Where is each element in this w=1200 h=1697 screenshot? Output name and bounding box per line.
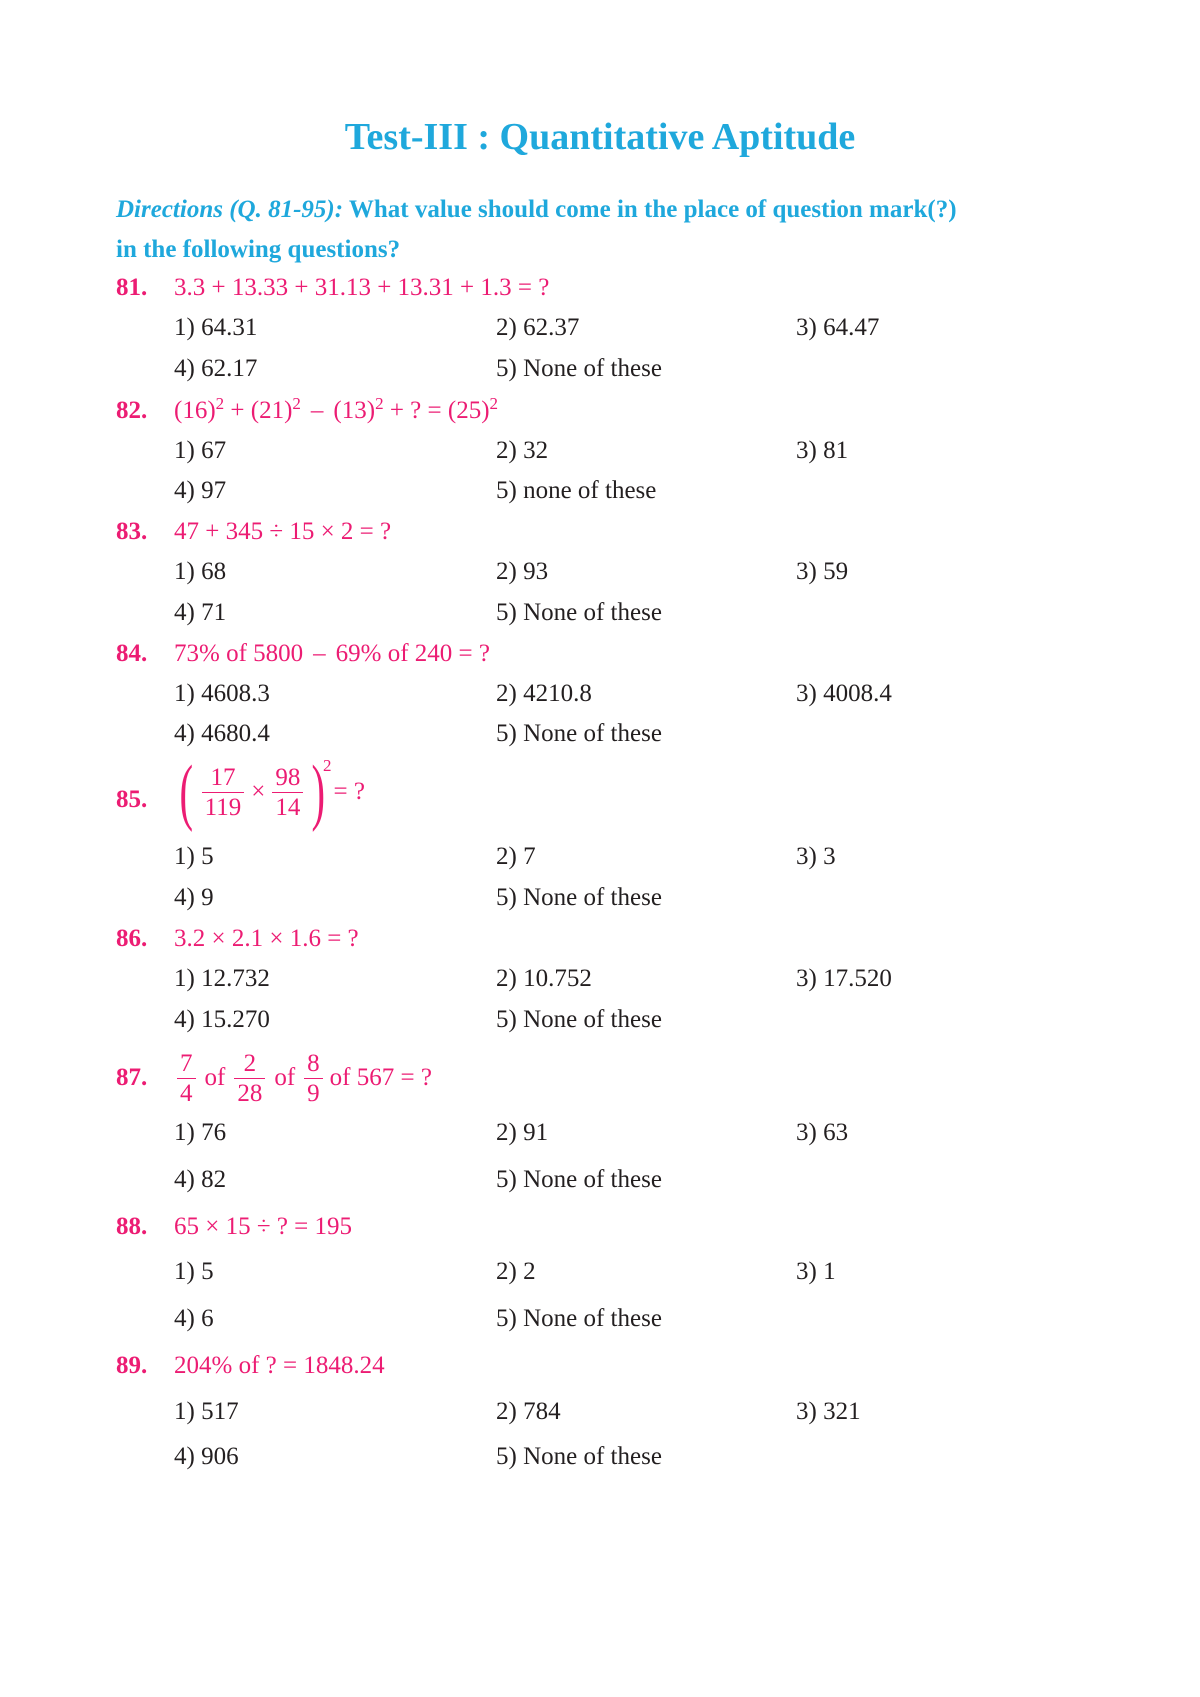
question-number: 88. — [116, 1213, 148, 1240]
option-5[interactable]: 5) None of these — [496, 355, 662, 382]
operator: – — [313, 640, 326, 667]
option-4[interactable]: 4) 906 — [174, 1443, 239, 1470]
open-paren: ( — [179, 751, 194, 833]
question-expression: 3.3 + 13.33 + 31.13 + 13.31 + 1.3 = ? — [174, 274, 550, 301]
option-2[interactable]: 2) 91 — [496, 1119, 549, 1146]
question-expression — [174, 1044, 432, 1112]
fraction — [177, 1051, 196, 1106]
question-number: 85. — [116, 786, 148, 813]
exponent: 2 — [489, 394, 499, 413]
question-expression — [174, 752, 365, 832]
option-5[interactable]: 5) None of these — [496, 720, 662, 747]
operator: of — [274, 1064, 296, 1091]
option-1[interactable]: 1) 5 — [174, 1258, 214, 1285]
option-1[interactable]: 1) 67 — [174, 437, 227, 464]
question-number: 84. — [116, 640, 148, 667]
option-3[interactable]: 3) 81 — [796, 437, 849, 464]
option-1[interactable]: 1) 517 — [174, 1398, 239, 1425]
question-number: 87. — [116, 1064, 148, 1091]
option-1[interactable]: 1) 64.31 — [174, 314, 258, 341]
fraction — [234, 1051, 265, 1106]
numerator: 7 — [177, 1051, 196, 1079]
option-5[interactable]: 5) None of these — [496, 1443, 662, 1470]
term: (25) — [447, 397, 490, 424]
option-2[interactable]: 2) 4210.8 — [496, 680, 592, 707]
option-3[interactable]: 3) 63 — [796, 1119, 849, 1146]
question-number: 89. — [116, 1352, 148, 1379]
option-5[interactable]: 5) None of these — [496, 884, 662, 911]
option-3[interactable]: 3) 1 — [796, 1258, 836, 1285]
question-expression: 65 × 15 ÷ ? = 195 — [174, 1213, 353, 1240]
option-3[interactable]: 3) 64.47 — [796, 314, 880, 341]
option-5[interactable]: 5) None of these — [496, 599, 662, 626]
directions-text-1: What value should come in the place of question mark(?) — [348, 196, 957, 223]
numerator: 8 — [304, 1051, 323, 1079]
denominator: 14 — [275, 793, 301, 821]
option-5[interactable]: 5) None of these — [496, 1305, 662, 1332]
numerator: 2 — [234, 1051, 265, 1079]
option-2[interactable]: 2) 7 — [496, 843, 536, 870]
question-expression: 47 + 345 ÷ 15 × 2 = ? — [174, 518, 392, 545]
option-4[interactable]: 4) 97 — [174, 477, 227, 504]
option-5[interactable]: 5) None of these — [496, 1006, 662, 1033]
denominator: 4 — [180, 1079, 193, 1107]
operator: × — [251, 778, 266, 805]
exponent: 2 — [292, 394, 301, 413]
operator: – — [310, 397, 324, 424]
option-5[interactable]: 5) none of these — [496, 477, 657, 504]
denominator: 119 — [204, 793, 242, 821]
option-2[interactable]: 2) 2 — [496, 1258, 536, 1285]
option-2[interactable]: 2) 62.37 — [496, 314, 580, 341]
option-4[interactable]: 4) 62.17 — [174, 355, 258, 382]
fraction — [202, 765, 245, 820]
term: 69% of 240 = ? — [335, 640, 491, 667]
exponent: 2 — [375, 394, 384, 413]
option-3[interactable]: 3) 321 — [796, 1398, 861, 1425]
question-number: 81. — [116, 274, 148, 301]
option-1[interactable]: 1) 68 — [174, 558, 227, 585]
option-4[interactable]: 4) 71 — [174, 599, 227, 626]
question-expression — [174, 394, 499, 425]
term: (21) — [250, 397, 293, 424]
fraction — [272, 765, 303, 820]
option-3[interactable]: 3) 59 — [796, 558, 849, 585]
numerator: 17 — [202, 765, 245, 793]
denominator: 9 — [307, 1079, 320, 1107]
exponent: 2 — [215, 394, 225, 413]
option-4[interactable]: 4) 9 — [174, 884, 214, 911]
directions-line-2: in the following questions? — [116, 236, 401, 263]
operator: of — [204, 1064, 226, 1091]
exponent: 2 — [323, 756, 332, 775]
close-paren: ) — [311, 751, 326, 833]
option-1[interactable]: 1) 76 — [174, 1119, 227, 1146]
operator: + — [224, 397, 251, 424]
option-2[interactable]: 2) 10.752 — [496, 965, 592, 992]
denominator: 28 — [237, 1079, 263, 1107]
question-number: 82. — [116, 397, 148, 424]
option-2[interactable]: 2) 784 — [496, 1398, 561, 1425]
term: (16) — [174, 397, 216, 424]
directions-lead: Directions (Q. 81-95): — [116, 196, 344, 223]
page-title: Test-III : Quantitative Aptitude — [344, 116, 856, 158]
option-1[interactable]: 1) 4608.3 — [174, 680, 270, 707]
term: 73% of 5800 — [174, 640, 304, 667]
option-4[interactable]: 4) 15.270 — [174, 1006, 270, 1033]
fraction — [304, 1051, 323, 1106]
operator: + ? = — [383, 397, 448, 424]
option-3[interactable]: 3) 17.520 — [796, 965, 892, 992]
option-4[interactable]: 4) 4680.4 — [174, 720, 270, 747]
term: (13) — [333, 397, 376, 424]
operator: = ? — [333, 778, 365, 805]
question-expression — [174, 640, 490, 668]
option-2[interactable]: 2) 93 — [496, 558, 549, 585]
option-4[interactable]: 4) 6 — [174, 1305, 214, 1332]
option-3[interactable]: 3) 4008.4 — [796, 680, 892, 707]
question-number: 83. — [116, 518, 148, 545]
question-expression: 204% of ? = 1848.24 — [174, 1352, 385, 1379]
option-1[interactable]: 1) 12.732 — [174, 965, 270, 992]
question-number: 86. — [116, 925, 148, 952]
numerator: 98 — [272, 765, 303, 793]
option-5[interactable]: 5) None of these — [496, 1166, 662, 1193]
option-2[interactable]: 2) 32 — [496, 437, 549, 464]
directions-line-1 — [116, 190, 957, 230]
question-expression: 3.2 × 2.1 × 1.6 = ? — [174, 925, 359, 952]
option-3[interactable]: 3) 3 — [796, 843, 836, 870]
operator: of 567 = ? — [329, 1064, 432, 1091]
option-4[interactable]: 4) 82 — [174, 1166, 227, 1193]
directions — [116, 190, 957, 270]
option-1[interactable]: 1) 5 — [174, 843, 214, 870]
